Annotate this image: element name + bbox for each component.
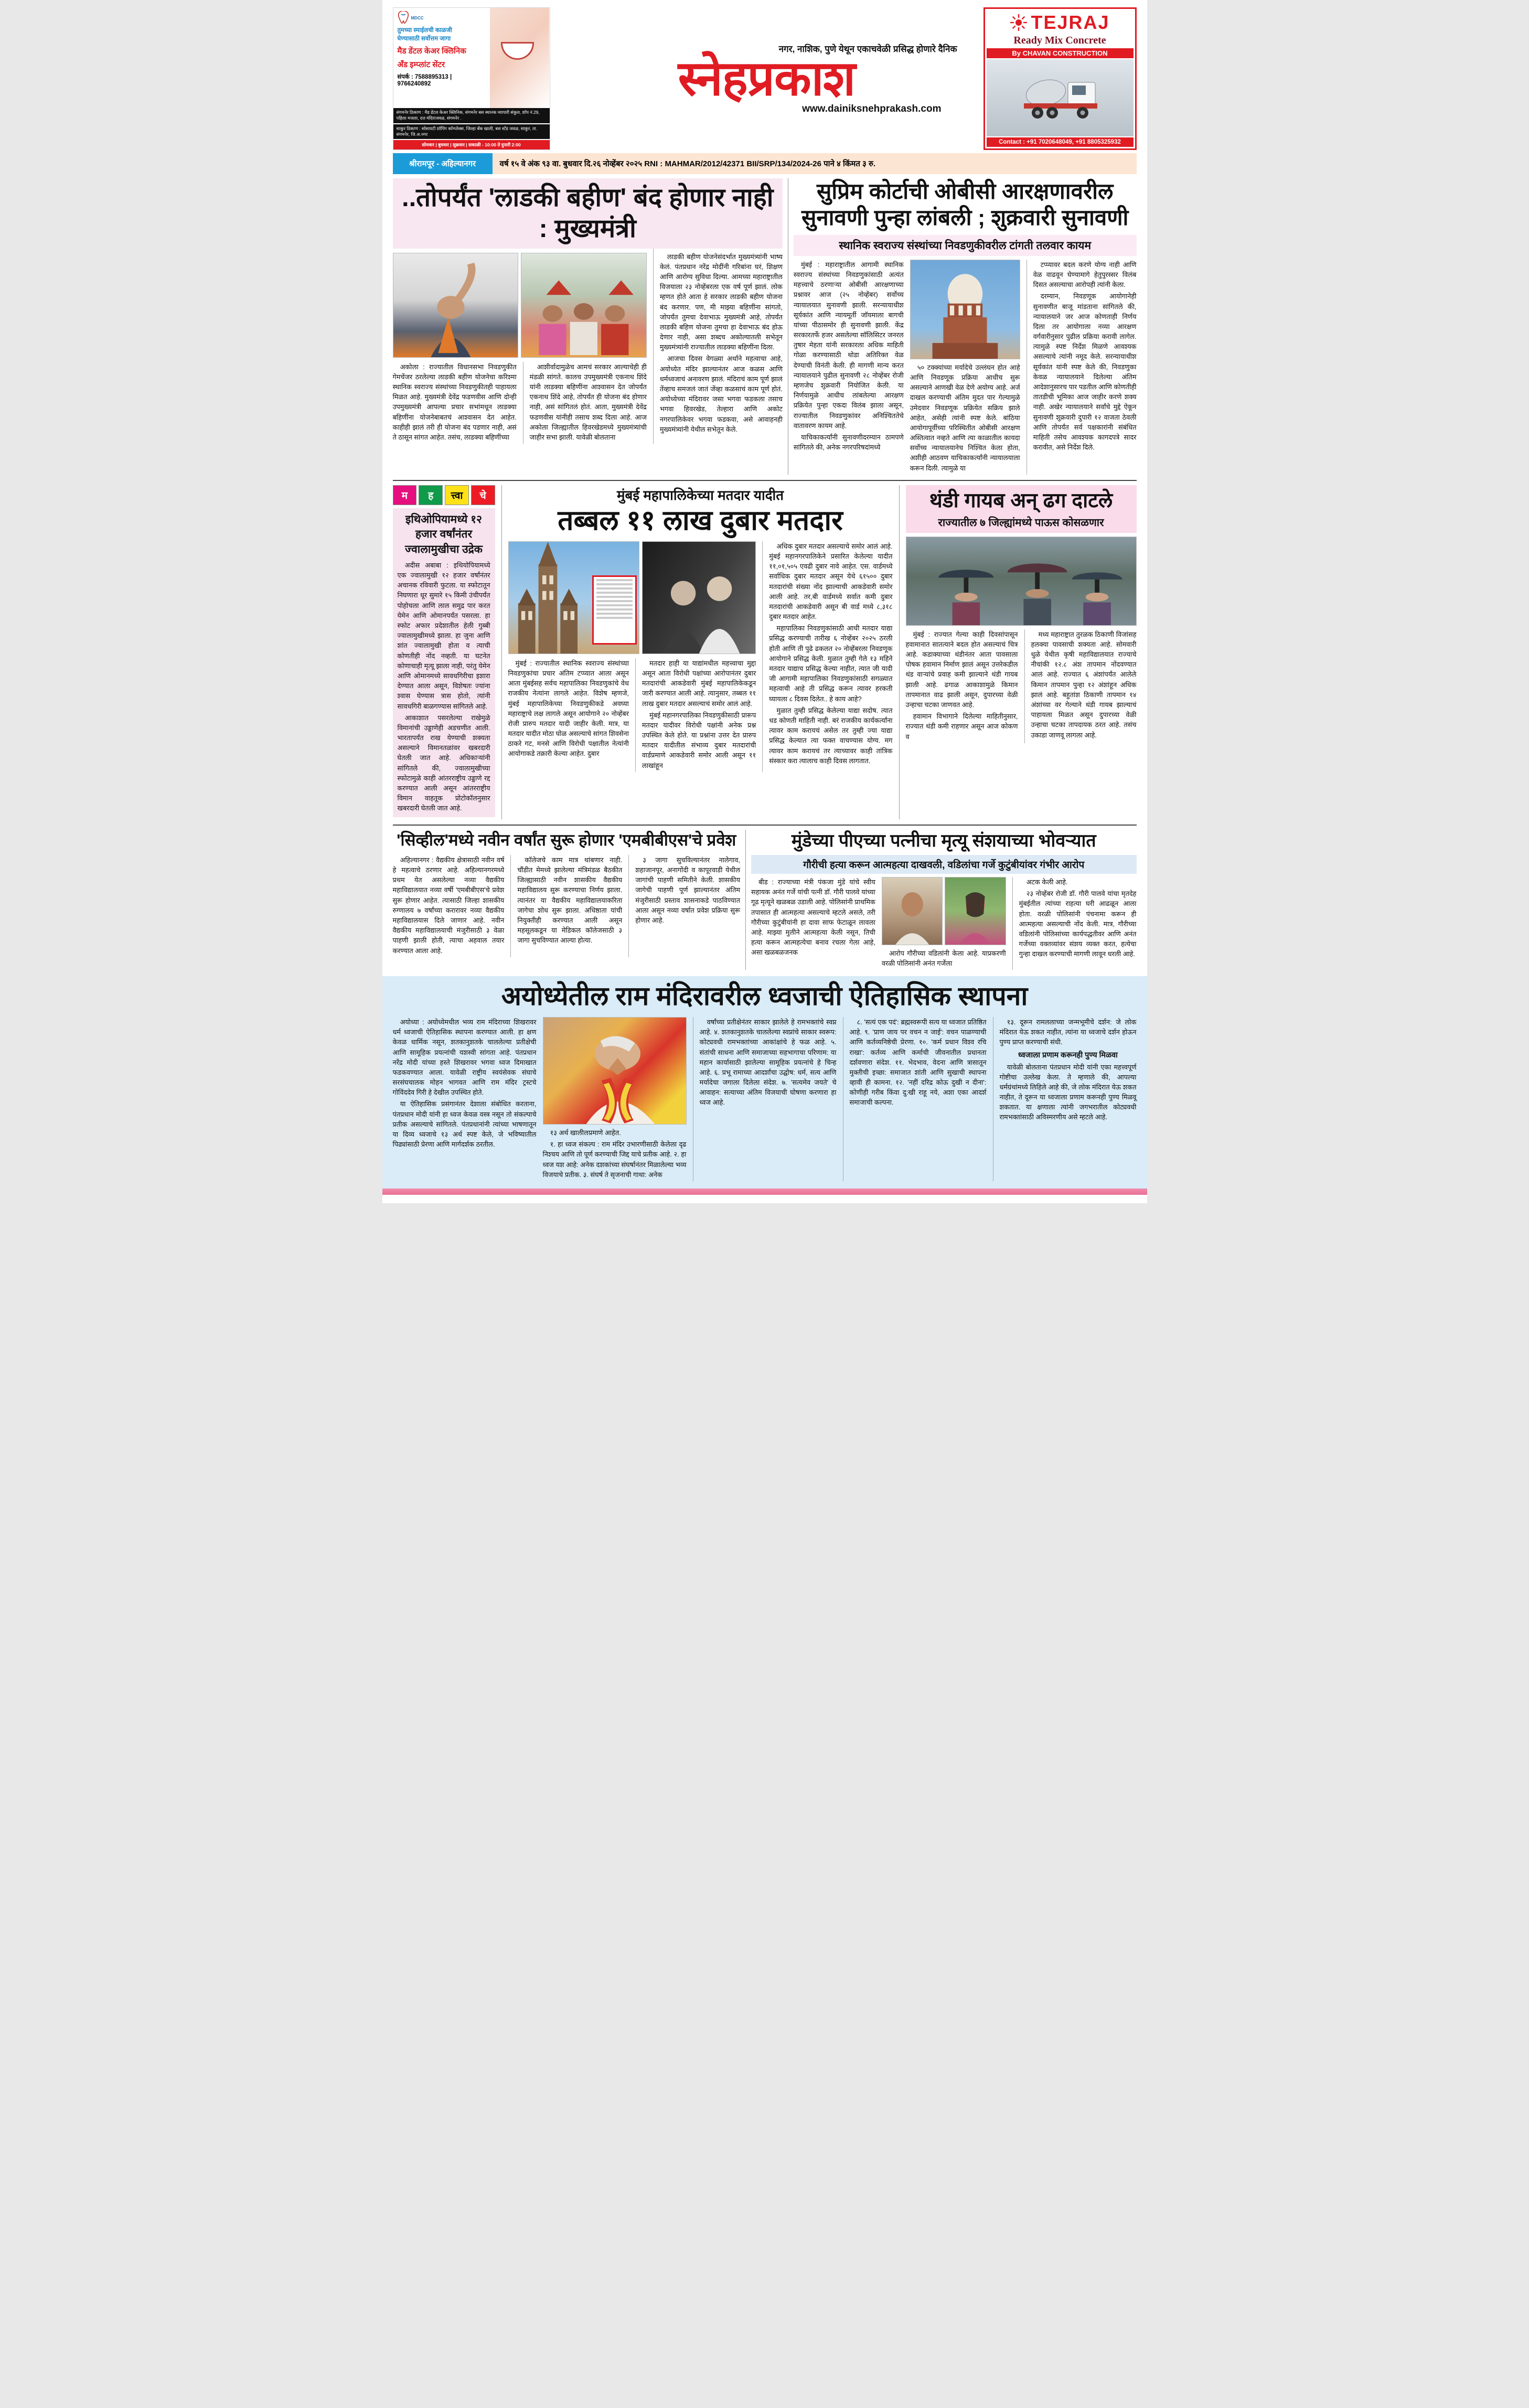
voter-list-inset <box>592 575 636 645</box>
dateline-strip <box>393 153 1137 174</box>
voters-left-block <box>508 541 756 772</box>
mbbs-col-1: अहिल्यानगर : वैद्यकीय क्षेत्रासाठी नवीन वर्ष हे महत्वाचे ठरणार आहे. अहिल्यानगरमध्ये प्रथम येत असलेल्या नव्या वैद्यकीय महाविद्यालयात नव्या वर्षी 'एमबीबीएस'चे प्रवेश सुरू होणार आहेत. त्यासाठी जिल्हा शासकीय रुग्णालय ७ वर्षांच्या करारावर नव्या वैद्यकीय महाविद्यालयास दिले जाणार आहे. नवीन वैद्यकीय महाविद्यालयाची मंजुरीसाठी ३ वेळा पाहणी झाली होती, त्याचा अहवाल तयार करण्यात आला आहे. <box>392 855 505 955</box>
dental-location-1: संगमनेर ठिकाण : मैड डेंटल केअर क्लिनिक, संगमनेर बस स्थानक व्यापारी संकुल, शॉप नं.29, पहिला मजला, दत्त मंदिराजवळ, संगमनेर . <box>393 108 550 124</box>
flag-col-1: अयोध्या : अयोध्येमधील भव्य राम मंदिराच्या शिखरावर धर्म ध्वजाची ऐतिहासिक स्थापना करण्यात आली. हा क्षण केवळ धार्मिक नसून, शतकानुशतके चाललेल्या प्रतीक्षेची आणि सामूहिक प्रयत्नांची यशस्वी सांगता आहे. पंतप्रधान नरेंद्र मोदी यांच्या हस्ते शिखरावर भगवा ध्वज दिमाखात फडकवण्यात आला. यावेळी राष्ट्रीय स्वयंसेवक संघाचे सरसंघचालक मोहन भागवत आणि राम मंदिर ट्रस्टचे गोविंददेव गिरी हे देखील उपस्थित होते. या ऐतिहासिक प्रसंगानंतर देशाला संबोधित करताना, पंतप्रधान मोदी यांनी हा ध्वज केवळ वस्त्र नसून तो संकल्पाचे प्रतीक असल्याचे सांगितले. पंतप्रधानांनी त्यांच्या भाषणातून या दिव्य ध्वजाचे १३ अर्थ स्पष्ट केले, जे भविष्यातील पिढ्यांसाठी प्रेरणा आणि मार्गदर्शक ठरतील. <box>392 1018 537 1149</box>
dental-clinic-ad <box>393 7 550 150</box>
dental-ad-text <box>393 8 490 108</box>
paper-tagline: नगर, नाशिक, पुणे येथून एकाचवेळी प्रसिद्ध होणारे दैनिक <box>778 44 957 54</box>
mbbs-col-2: कॉलेजचे काम मात्र थांबणार नाही. चौंडीत मेमध्ये झालेल्या मंत्रिमंडळ बैठकीत जिल्ह्यासाठी नवीन शासकीय वैद्यकीय महाविद्यालय सुरू करण्याचा निर्णय झाला. त्यानंतर या वैद्यकीय महाविद्यालयाकरिता जागेचा शोध सुरू झाला. अधिष्ठाता यांची नियुक्तीही करण्यात आली असून महसूलकडून या मेडिकल कॉलेजसाठी ३ जागा सुचविण्यात आल्या होत्या. <box>510 855 622 957</box>
important-label-blocks <box>393 485 495 505</box>
ladki-col-1: अकोला : राज्यातील विधानसभा निवडणुकीत गेमचेंजर ठरलेल्या लाडकी बहीण योजनेचा करिश्मा स्थानिक स्वराज्य संस्थांच्या निवडणुकीतही पाहायला मिळत आहे. मुख्यमंत्री देवेंद्र फडणवीस आणि दोन्ही उपमुख्यमंत्री आपल्या प्रचार सभांमधून लाडक्या बहिणींना योजनेबाबतचं आश्वासन देत आहेत. काहीही झालं तरी ही योजना बंद पडणार नाही, असं ते ठासून सांगत आहेत. तसंच, लाडक्या बहिणींच्या <box>392 362 517 441</box>
important-block-2: ह <box>419 485 443 505</box>
obc-col-1: मुंबई : महाराष्ट्रातील आगामी स्थानिक स्वराज्य संस्थांच्या निवडणुकांसाठी अत्यंत महत्त्वाचे ठरणाऱ्या ओबीसी आरक्षणाच्या प्रश्नावर आज (२५ नोव्हेंबर) सर्वोच्च न्यायालयात सुनावणी झाली. सरन्यायाधीश सूर्यकांत आणि न्यायमूर्ती जॉयमाला बागची यांच्या पीठासमोर ही सुनावणी झाली. केंद्र सरकारतर्फे हजर असलेल्या सॉलिसिटर जनरल तुषार मेहता यांनी सरकारला अधिक माहिती गोळा करण्यासाठी थोडा अतिरिक्त वेळ देण्याची विनंती केली. ही मागणी मान्य करत न्यायालयाने पुढील सुनावणी २८ नोव्हेंबर रोजी म्हणजेच शुक्रवारी नियोजित केली. या निर्णयामुळे आधीच लांबलेल्या आरक्षण प्रक्रियेत पुन्हा एकदा विलंब झाला असून, राज्यातील निवडणुकांवर अनिश्चिततेचे वातावरण कायम आहे. याचिकाकर्त्यांनी सुनावणीदरम्यान ठामपणे सांगितले की, अनेक नगरपरिषदांमध्ये <box>793 260 904 452</box>
gauri-col-2-text: आरोप गौरीच्या वडिलांनी केला आहे. याप्रकरणी वरळी पोलिसांनी अनंत गर्जेला <box>881 949 1006 968</box>
story-ladki-bahin <box>393 178 788 475</box>
bmc-building-photo <box>508 541 639 654</box>
top-stories-band <box>393 178 1137 475</box>
footer-white-margin <box>382 1195 1147 1203</box>
gauri-col-1: बीड : राज्याच्या मंत्री पंकजा मुंडे यांचे स्वीय सहायक अनंत गर्जे यांची पत्नी डॉ. गौरी पालवे यांच्या गूढ मृत्यूने खळबळ उडाली आहे. पोलिसांनी प्राथमिक तपासात ही आत्महत्या असल्याचे म्हटले असले, तरी गौरीच्या कुटुंबीयांनी हा दावा साफ फेटाळून लावला आहे. माझ्या मुलीने आत्महत्या केली नसून, तिची हत्या करून आत्महत्येचा बनाव रचला गेला आहे, असा खळबळजनक <box>751 878 875 957</box>
flag-col-5 <box>993 1017 1137 1181</box>
important-sidebar <box>393 485 495 819</box>
flag-col-5-bottom: यावेळी बोलताना पंतप्रधान मोदी यांनी एका महत्त्वपूर्ण गोष्टीचा उल्लेख केला. ते म्हणाले की, आपल्या धर्मग्रंथांमध्ये लिहिले आहे की, जे लोक मंदिरात येऊ शकत नाहीत, ते दूरून या ध्वजाला प्रणाम करूनही पुण्य मिळवू शकतात. या क्षणाला त्यांनी जगभरातील कोट्यवधी रामभक्तांसाठी अविस्मरणीय असे म्हटले आहे. <box>999 1063 1137 1121</box>
smile-photo <box>490 8 549 108</box>
mbbs-body <box>393 855 741 957</box>
weather-subhead: राज्यातील ७ जिल्ह्यांमध्ये पाऊस कोसळणार <box>938 516 1104 529</box>
raj-uddhav-thackeray-photo <box>642 541 756 654</box>
dental-timing: सोमवार | बुधवार | शुक्रवार | सकाळी - 10:00 ते दुपारी 2:00 <box>393 140 550 149</box>
volcano-headline: इथिओपियामध्ये १२ हजार वर्षांनंतर ज्वालामुखीचा उद्रेक <box>405 513 483 555</box>
weather-headline: थंडी गायब अन् ढग दाटले <box>929 489 1113 512</box>
flag-col-4: ८. 'सत्यं एक पदं': ब्रह्मस्वरूपी सत्य या ध्वजात प्रतिष्ठित आहे. ९. 'प्राण जाय पर वचन न जाई': वचन पाळण्याची आणि कर्तव्यनिष्ठेची प्रेरणा. १०. 'कर्म प्रधान विश्व रचि राखा': कर्तव्य आणि कर्माची जीवनातील प्रधानता दर्शवणारा संदेश. ११. भेदभाव, वेदना आणि त्रासातून मुक्तीची इच्छा: समाजात शांती आणि सुखाची स्थापना व्हावी ही कामना. १२. 'नहीं दरिद्र कोऊ दुखी न दीना': कोणीही गरीब किंवा दु:खी राहू नये, अशा एका आदर्श समाजाची कल्पना. <box>843 1017 987 1181</box>
mbbs-col-3: ३ जागा सुचविल्यानंतर नालेगाव, शहाजानपूर, अनागोंदी व कापूरवाडी येथील जागांची पाहणी समितीने केली. शासकीय जागेची पाहणी पूर्ण झाल्यानंतर अंतिम मंजुरीसाठी प्रस्ताव शासनाकडे पाठविण्यात आला असून नव्या वर्षात प्रवेश प्रक्रिया सुरू होणार आहे. <box>628 855 740 957</box>
ladki-left-block <box>393 249 647 444</box>
tejraj-contact: Contact : +91 7020648049, +91 8805325932 <box>987 137 1134 147</box>
gauri-headline: मुंडेच्या पीएच्या पत्नीचा मृत्यू संशयाच्या भोवऱ्यात <box>791 830 1096 851</box>
voters-col-2: मतदार हाही या याद्यांमधील महत्त्वाचा मुद्दा असून आता विरोधी पक्षांच्या आरोपानंतर दुबार मतदारांची आकडेवारी मुंबई महापालिकेकडून जारी करण्यात आली आहे. त्यानुसार, तब्बल ११ लाख दुबार मतदार असल्याचं समोर आलं आहे. मुंबई महानगरपालिका निवडणुकीसाठी प्रारूप मतदार यादीवर विरोधी पक्षांनी अनेक प्रश्न उपस्थित केले होते. या प्रश्नांना उत्तर देत प्रारुप मतदार यादीतील संभाव्य दुबार मतदारांची वार्डप्रमाणे आकडेवारी समोर आली असून ११ लाखांहून <box>635 658 756 772</box>
obc-body <box>794 260 1137 475</box>
story-mbbs-admissions <box>393 830 746 970</box>
voters-headline: तब्बल ११ लाख दुबार मतदार <box>558 505 843 536</box>
gauri-col-3: अटक केली आहे. २३ नोव्हेंबर रोजी डॉ. गौरी पालवे यांचा मृतदेह मुंबईतील त्यांच्या राहत्या घरी आढळून आला होता. वरळी पोलिसांनी पंचनामा करून ही आत्महत्या असल्याची नोंद केली. मात्र, गौरीच्या वडिलांनी पोलिसांच्या कार्यपद्धतीवर आणि अनंत गर्जेच्या वक्तव्यांवर संशय व्यक्त करत, हत्येचा गुन्हा दाखल करण्याची मागणी लावून धरली आहे. <box>1012 877 1137 970</box>
anant-garje-photo <box>882 877 943 945</box>
obc-col-2-text: ५० टक्क्यांच्या मर्यादेचे उल्लंघन होत आहे आणि निवडणूक प्रक्रिया आधीच सुरू असल्याने आणखी वेळ देणे अयोग्य आहे. अर्ज दाखल करण्याची अंतिम मुदत पार गेल्यामुळे उमेदवार निवडणूक प्रक्रियेत सक्रिय झाले आहेत, असेही त्यांनी स्पष्ट केले. बांठिया आयोगापूर्वीच्या परिस्थितीत ओबीसी आरक्षण अस्तित्वात नव्हते आणि त्या काळातील कायदा सर्वोच्च न्यायालयानेच निश्चित केला होता, अशीही आठवण याचिकाकर्त्यांनी न्यायालयाला करून दिली. त्यामुळे या <box>910 363 1020 472</box>
lower-band <box>393 825 1137 970</box>
mixer-truck-image <box>987 59 1134 136</box>
flag-col-3: वर्षांच्या प्रतीक्षेनंतर साकार झालेले हे रामभक्तांचे स्वप्न आहे. ४. शतकानुशतके चाललेल्या स्वप्नांचे साकार स्वरूप: कोट्यवधी रामभक्तांच्या आकांक्षांचे हे फळ आहे. ५. संतांची साधना आणि समाजाच्या सहभागाचा परिणाम: या महान कार्यासाठी झालेल्या सामूहिक प्रयत्नांचे हे चिन्ह आहे. ६. प्रभू रामाच्या आदर्शांचा उद्घोष: धर्म, सत्य आणि मर्यादेचा जगाला दिलेला संदेश. ७. 'सत्यमेव जयते' चे आवाहन: सत्याच्या अंतिम विजयाची घोषणा करणारा हा ध्वज आहे. <box>693 1017 837 1181</box>
flag-inner-subhead: ध्वजाला प्रणाम करूनही पुण्य मिळवा <box>1018 1051 1118 1059</box>
obc-col-2 <box>910 260 1020 475</box>
gauri-palve-photo <box>945 877 1006 945</box>
dental-clinic-name-2: अँड इम्प्लांट सेंटर <box>397 60 445 69</box>
tejraj-brand-name: TEJRAJ <box>1031 12 1110 33</box>
modi-praying-photo <box>543 1017 687 1125</box>
tejraj-by-line: By CHAVAN CONSTRUCTION <box>987 48 1134 58</box>
voters-col-3: अधिक दुबार मतदार असल्याचे समोर आलं आहे. मुंबई महानगरपालिकेने प्रसारित केलेल्या यादीत ११,०१,५०५ एवढी दुबार नावे आहेत. एस. वार्डमध्ये सर्वाधिक दुबार मतदार असून येथे ६१५०० दुबार मतदारांची संख्या नोंद झाल्याची आकडेवारी समोर आली आहे. तर,बी वार्डमध्ये सर्वात कमी दुबार मतदारांची आकडेवारी असून बी वार्ड मध्ये ८,३१८ दुबार मतदार आहेत. महापालिका निवडणुकांसाठी आधी मतदार याद्या प्रसिद्ध करण्याची तारीख ६ नोव्हेंबर २०२५ ठरली होती आणि ती पुढे ढकलत २० नोव्हेंबरला निवडणूक आयोगाने प्रसिद्ध केली. मुळात तुम्ही गेले १३ महिने मतदार याद्याच प्रसिद्ध केल्या नाहीत, त्यात जी यादी जी आगामी महापालिका निवडणुकांसाठी सगळ्यात महत्वाची आहे ती प्रसिद्ध करून त्यावर हरकती घ्यायला ८ दिवस दिलेत.. हे काय आहे? मुळात तुम्ही प्रसिद्ध केलेल्या याद्या सदोष. त्यात धड कोणती माहिती नाही. बरं राजकीय कार्यकर्त्यांना त्यावर काम करायचं असेल तर तुम्ही ज्या याद्या प्रसिद्ध केल्यात त्या फक्त वाचण्यास योग्य. मग त्यावर काम करायचं तर त्याच्यावर काही तांत्रिक संस्कार करा त्यालाच काही दिवस लागतात. <box>762 541 892 772</box>
voters-photos <box>508 541 756 654</box>
gauri-subhead: गौरीची हत्या करून आत्महत्या दाखवली, वडिलांचा गर्जे कुटुंबीयांवर गंभीर आरोप <box>751 855 1136 874</box>
ladki-body <box>393 249 783 444</box>
newspaper-front-page <box>382 0 1147 1203</box>
important-block-1: म <box>393 485 417 505</box>
tejraj-product: Ready Mix Concrete <box>1013 35 1106 46</box>
ladki-headline: ..तोपर्यंत 'लाडकी बहीण' बंद होणार नाही : मुख्यमंत्री <box>393 178 783 249</box>
dental-contact-numbers: संपर्क : 7588895313 | 9766240892 <box>397 74 452 88</box>
story-gauri-death <box>746 830 1136 970</box>
flag-body <box>393 1017 1137 1181</box>
story-duplicate-voters <box>501 485 900 819</box>
flag-col-2-text: १३ अर्थ खालीलप्रमाणे आहेत. १. हा ध्वज संकल्प : राम मंदिर उभारणीसाठी केलेला दृढ निश्चय आणि तो पूर्ण करण्याची जिद्द याचे प्रतीक आहे. २. हा ध्वज यश आहे: अनेक दशकांच्या संघर्षानंतर मिळालेल्या भव्य विजयाचे प्रतीक. ३. संघर्ष ते सृजनाची गाथा: अनेक <box>542 1128 687 1179</box>
weather-col-2: मध्य महाराष्ट्रात तुरळक ठिकाणी विजांसह हलक्या पावसाची शक्यता आहे. सोमवारी धुळे येथील कृषी महाविद्यालयात राज्याचे नीचांकी १२.८ अंश तापमान नोंदवण्यात आलं आहे. राज्यात ६ अंशांपर्यंत आलेले किमान तापमान पुन्हा १२ अंशांहून अधिक झालं आहे. बहुतांश ठिकाणी तापमान १४ अंशांच्या वर गेल्याने थंडी गायब झाल्याचं पाहायला मिळत असून दुपारच्या वेळी उन्हाचा चटका तापदायक ठरत आहे. तसंच उकाडा जाणवू लागला आहे. <box>1024 629 1137 743</box>
ladki-col-2: आशीर्वादामुळेच आमचं सरकार आल्याचेही ही मंडळी सांगते. कालच उपमुख्यमंत्री एकनाथ शिंदे यांनी लाडक्या बहिणींना आश्वासन देत जोपर्यंत एकनाथ शिंदे आहे, तोपर्यंत ही योजना बंद होणार नाही, असं सांगितलं होतं. आता, मुख्यमंत्री देवेंद्र फडणवीस यांनीही तसाच शब्द दिला आहे. आज अकोला जिल्ह्यातील हिवरखेडमध्ये मुख्यमंत्र्यांची जाहीर सभा झाली. यावेळी बोलताना <box>523 362 647 444</box>
edition-name: श्रीरामपूर - अहिल्यानगर <box>393 153 493 174</box>
voters-kicker: मुंबई महापालिकेच्या मतदार यादीत <box>616 487 784 503</box>
issue-info: वर्ष १५ वे अंक ९३ वा. बुधवार दि.२६ नोव्हेंबर २०२५ RNI : MAHMAR/2012/42371 BII/SRP/134/2024-26 पाने ४ किंमत ३ रु. <box>493 153 1137 174</box>
masthead <box>393 7 1137 150</box>
flag-headline: अयोध्येतील राम मंदिरावरील ध्वजाची ऐतिहासिक स्थापना <box>501 981 1028 1011</box>
important-block-3: त्त्वा <box>445 485 469 505</box>
voters-body <box>508 541 893 772</box>
story-ayodhya-flag <box>382 976 1147 1188</box>
mdcc-tooth-logo-icon <box>398 11 486 25</box>
obc-headline: सुप्रिम कोर्टाची ओबीसी आरक्षणावरील सुनावणी पुन्हा लांबली ; शुक्रवारी सुनावणी <box>801 179 1129 230</box>
weather-col-1: मुंबई : राज्यात गेल्या काही दिवसांपासून हवामानात सातत्याने बदल होत असल्याचं चित्र आहे. कडाक्याच्या थंडीनंतर आता पावसाला पोषक हवामान निर्माण झालं असून उत्तरेकडील थंड वाऱ्यांचे प्रवाह कमी झाल्याने थंडी गायब झाली आहे. ढगाळ आकाशामुळे किमान तापमानात वाढ झाली असून, दुपारच्या वेळी उन्हाचा चटका जाणवत आहे. हवामान विभागाने दिलेल्या माहितीनुसार, राज्यात थंडी कमी राहणार असून आज कोकण व <box>905 630 1018 741</box>
ladki-text-columns <box>393 362 647 444</box>
volcano-body: अदीस अबाबा : इथियोपियामध्ये एक ज्वालामुखी १२ हजार वर्षांनंतर अचानक रविवारी फुटला. या स्फोटातून निघणारा धूर सुमारे १५ किमी उंचीपर्यंत पोहोचला आणि लाल समुद्र पार करत येमेन आणि ओमानपर्यंत पसरला. हा स्फोट अफार प्रदेशातील हेली गुब्बी ज्वालामुखीमध्ये झाला. हा जुना आणि शांत ज्वालामुखी होता व त्याची कोणतीही नोंद नव्हती. या घटनेत कोणाचाही मृत्यू झाला नाही, परंतु येमेन आणि ओमानमध्ये सावधगिरीचा इशारा देण्यात आला असून, विशेषतः ज्यांना श्वास घेण्यास त्रास होतो, त्यांनी सावधगिरी बाळगण्यास सांगितले आहे. आकाशात पसरलेल्या राखेमुळे विमानांची उड्डाणेही अडचणीत आली. भारतापर्यंत राख येण्याची शक्यता असल्याने विमानतळांवर खबरदारी घेतली जात आहे. अधिकाऱ्यांनी सांगितले की, ज्वालामुखीच्या स्फोटामुळे काही आंतरराष्ट्रीय उड्डाणे रद्द करण्यात आली असून आंतरराष्ट्रीय विमान वाहतूक प्रोटोकॉलनुसार खबरदारी घेतली जात आहे. <box>397 561 490 812</box>
dental-tagline-1: तुमच्या स्माईलची काळजी <box>397 27 452 34</box>
tejraj-ad <box>983 7 1137 150</box>
story-weather <box>906 485 1137 819</box>
tejraj-header <box>987 10 1134 35</box>
ladki-col-3: लाडकी बहीण योजनेसंदर्भात मुख्यमंत्र्यांनी भाष्य केलं. पंतप्रधान नरेंद्र मोदींनी गरिबांना घरं, शिक्षण आणि आरोग्य सुविधा दिल्या. आमच्या महाराष्ट्रातील विजयाला २३ नोव्हेंबरला एक वर्ष पूर्ण झालं. लोक म्हणत होते आता हे सरकार लाडकी बहीण योजना बंद करणार. पण, मी माझ्या बहिणींना सांगतो, जोपर्यंत तुमचा देवाभाऊ मुख्यमंत्री आहे, तोपर्यंत लाडकी बहिण योजना तुमचा हा देवाभाऊ बंद होऊ देणार नाही, असा शब्दच अकोल्यातली सभेतून मुख्यमंत्र्यांनी राज्यातील लाडक्या बहिणींना दिला. आजचा दिवस वेगळ्या अर्थाने महत्वाचा आहे, अयोध्येत मंदिर झाल्यानंतर आज कळस आणि धर्मध्वजाचं अनावरण झालं. मंदिराचं काम पूर्ण झालं तेंव्हाच समजलं जातं जेंव्हा कळसाचं काम पूर्ण होतं. अयोध्येच्या मंदिरावर जसा भगवा फडकला तसाच भगवा हिवरखेड, तेल्हारा आणि अकोट नगरपालिकेवर भगवा फडकवा, असे आवाहनही मुख्यमंत्र्यांनी येथील सभेतून केले. <box>653 249 783 444</box>
dental-tagline-2: घेण्यासाठी सर्वोत्तम जागा <box>397 35 451 42</box>
dental-ad-top <box>393 8 550 108</box>
rain-umbrellas-photo <box>906 537 1137 626</box>
paper-website: www.dainiksnehprakash.com <box>802 103 942 115</box>
middle-band <box>393 480 1137 819</box>
ladki-photos <box>393 253 647 358</box>
voters-text-columns <box>508 658 756 772</box>
mdcc-logo-text: MDCC <box>411 15 424 20</box>
obc-subhead: स्थानिक स्वराज्य संस्थांच्या निवडणुकीवरील टांगती तलवार कायम <box>794 235 1137 256</box>
important-block-4: चे <box>471 485 495 505</box>
flag-col-5-top: १३. दूरून रामललाच्या जन्मभूमीचे दर्शन: जे लोक मंदिरात येऊ शकत नाहीत, त्यांना या ध्वजाचे दर्शन होऊन पुण्य प्राप्त करण्याची संधी. <box>999 1018 1137 1046</box>
gauri-body <box>751 877 1136 970</box>
cm-fadnavis-wave-photo <box>393 253 519 358</box>
supreme-court-photo <box>910 260 1020 359</box>
footer-pink-strip <box>382 1189 1147 1195</box>
mbbs-headline: 'सिव्हील'मध्ये नवीन वर्षांत सुरू होणार 'एमबीबीएस'चे प्रवेश <box>397 830 736 849</box>
story-ethiopia-volcano <box>393 508 495 817</box>
weather-headline-block <box>906 485 1137 533</box>
flag-col-2 <box>543 1017 687 1181</box>
voters-col-1: मुंबई : राज्यातील स्थानिक स्वराज्य संस्थांच्या निवडणुकांचा प्रचार अंतिम टप्प्यात आला असून आता मुंबईसह सर्वच महापालिका निवडणुकांचे वेध राजकीय नेत्यांना लागले आहेत. विशेष म्हणजे, मुंबई महापालिकेच्या निवडणुकीकडे अवघ्या महाराष्ट्राचे लक्ष लागले असून आयोगाने २० नोव्हेंबर रोजी प्रारुप मतदार यादी जाहीर केली. मात्र, या मतदार यादीत मोठा घोळ असल्याचे सांगत शिवसेना ठाकरे गट, मनसे आणि विरोधी पक्षातील नेत्यांनी आयोगाकडे तक्रारी केल्या आहेत. दुबार <box>508 659 629 758</box>
tejraj-sun-logo-icon <box>1010 14 1028 31</box>
bjp-supporters-photo <box>521 253 647 358</box>
obc-col-3: टप्प्यावर बदल करणे योग्य नाही आणि वेळ वाढवून घेण्यामागे हेतुपुरस्सर विलंब दिसत असल्याचा आरोपही त्यांनी केला. दरम्यान, निवडणूक आयोगानेही सुनावणीत बाजू मांडताना सांगितले की, न्यायालयाने जर आज कोणताही निर्णय दिला तर आयोगाला नव्या आरक्षण वर्गवारीनुसार पुढील प्रक्रिया करावी लागेल. त्यामुळे स्पष्ट निर्देश मिळणे आवश्यक असल्याचे त्यांनी नमूद केले. सरन्यायाधीश सूर्यकांत यांनी स्पष्ट केले की, निवडणुका केवळ न्यायालयाने दिलेल्या अंतिम आदेशानुसारच पार पडतील आणि कोणतीही तातडीची भूमिका आज जाहीर करणे शक्य नाही. अखेर न्यायालयाने सर्वांचे मुद्दे ऐकून सुनावणी शुक्रवारी दुपारी १२ वाजता ठेवली आणि तोपर्यंत सर्व पक्षकारांनी संबंधित माहिती तसेच आवश्यक कागदपत्रे सादर करावीत, असे निर्देश दिले. <box>1027 260 1137 475</box>
masthead-center <box>555 7 978 150</box>
gauri-col-2 <box>882 877 1006 970</box>
smile-graphic <box>501 42 534 60</box>
weather-body <box>906 629 1137 743</box>
dental-clinic-name-1: मैड डेंटल केअर क्लिनिक <box>397 47 466 56</box>
dental-location-2: साकुर ठिकाण : सोसायटी शॉपिंग कॉम्प्लेक्स, जिल्हा बँक खाली, बस स्टँड जवळ, साकुर, ता. संगमनेर, जि.अ.नगर <box>393 124 550 140</box>
paper-title: स्नेहप्रकाश <box>678 51 856 105</box>
story-obc-hearing <box>788 178 1137 475</box>
gauri-photos <box>882 877 1006 945</box>
